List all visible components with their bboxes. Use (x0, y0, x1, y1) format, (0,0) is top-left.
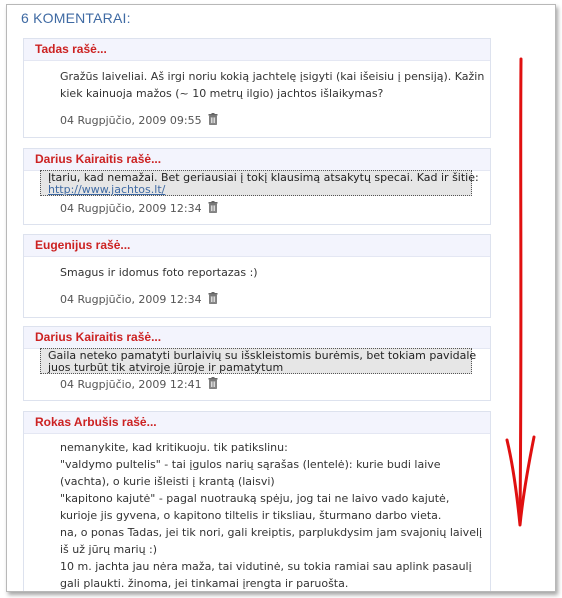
quote-text-line: Gaila neteko pamatyti burlaivių su išskleistomis burėmis, bet tokiam pavidale (48, 349, 477, 362)
comment-text-line: Smagus ir idomus foto reportazas :) (60, 266, 258, 279)
comment-text-line: Gražūs laiveliai. Aš irgi noriu kokią jachtelę įsigyti (kai išeisiu į pensiją). Kažin (60, 70, 485, 83)
comment-quote (40, 170, 479, 196)
comment-date: 04 Rugpjūčio, 2009 09:55 (60, 114, 202, 127)
comment-text-line: iš už jūrų marių :) (60, 543, 158, 556)
comment-author[interactable]: Eugenijus rašė... (24, 235, 490, 257)
down-arrow-icon (503, 55, 539, 535)
comments-screenshot-frame (6, 4, 556, 592)
comment-text (60, 68, 485, 102)
comment-card (23, 38, 491, 138)
comment-text-line: kurioje jis gyvena, o kapitono tiltelis ir tiksliau, šturmano darbo vieta. (60, 509, 442, 522)
comment-author[interactable]: Tadas rašė... (24, 39, 490, 61)
quote-text: Įtariu, kad nemažai. Bet geriausiai į tokį klausimą atsakytų specai. Kad ir šitie: (48, 171, 479, 184)
comment-author[interactable]: Darius Kairaitis rašė... (24, 327, 490, 349)
trash-icon[interactable] (208, 377, 218, 393)
trash-icon[interactable] (208, 113, 218, 129)
comment-text-line: "valdymo pultelis" - tai įgulos narių sąrašas (lentelė): kurie budi laive (60, 458, 441, 471)
comment-text-line: (vachta), o kurie išleisti į krantą (laisvi) (60, 475, 275, 488)
quote-text-line: juos turbūt tik atviroje jūroje ir pamatytum (48, 361, 284, 374)
quote-link[interactable]: http://www.jachtos.lt/ (48, 183, 166, 196)
comment-text (60, 264, 476, 281)
trash-icon[interactable] (208, 292, 218, 308)
comment-author[interactable]: Darius Kairaitis rašė... (24, 149, 490, 171)
comment-card (23, 148, 491, 225)
trash-icon[interactable] (208, 201, 218, 217)
comment-meta (60, 377, 218, 393)
comment-text-line: nemanykite, kad kritikuoju. tik patikslinu: (60, 441, 288, 454)
comment-quote (40, 348, 477, 374)
comment-card (23, 234, 491, 318)
comment-date: 04 Rugpjūčio, 2009 12:34 (60, 293, 202, 306)
comment-text-line: kiek kainuoja mažos (~ 10 metrų ilgio) jachtos išlaikymas? (60, 87, 384, 100)
comment-text-line: "kapitono kajutė" - pagal nuotrauką spėju, jog tai ne laivo vado kajutė, (60, 492, 450, 505)
comment-date: 04 Rugpjūčio, 2009 12:41 (60, 378, 202, 391)
comment-meta (60, 201, 218, 217)
comment-text (60, 439, 483, 592)
comment-date: 04 Rugpjūčio, 2009 12:34 (60, 202, 202, 215)
comment-meta (60, 113, 218, 129)
comment-author[interactable]: Rokas Arbušis rašė... (24, 412, 490, 434)
comment-text-line: gali plaukti. žinoma, jei tinkamai įrengta ir paruošta. (60, 577, 349, 590)
comment-card (23, 411, 491, 592)
comments-heading: 6 KOMENTARAI: (21, 10, 131, 26)
comment-card (23, 326, 491, 401)
comment-meta (60, 292, 218, 308)
comment-text-line: 10 m. jachta jau nėra maža, tai vidutinė, su tokia ramiai sau aplink pasaulį (60, 560, 472, 573)
comment-text-line: na, o ponas Tadas, jei tik nori, gali kreiptis, parplukdysim jam svajonių laivelį (60, 526, 483, 539)
